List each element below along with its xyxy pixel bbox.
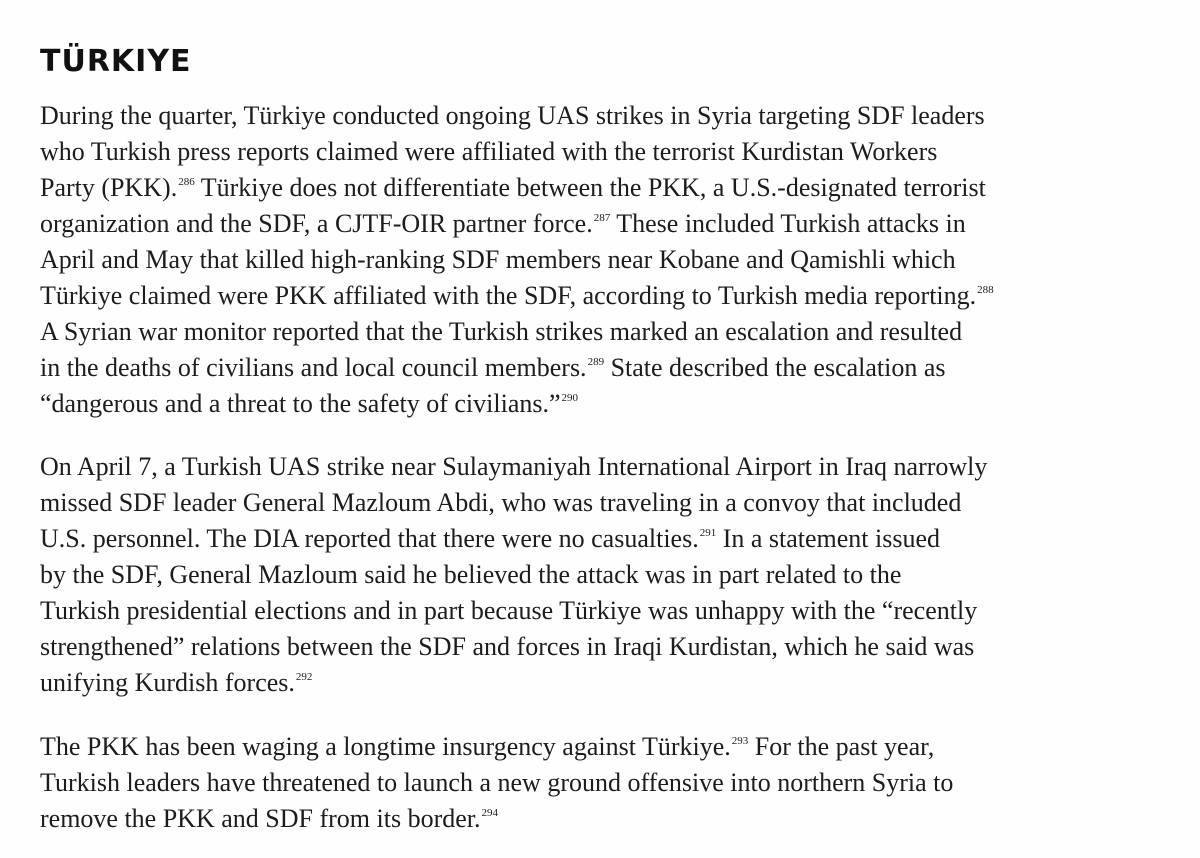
text-line bbox=[40, 350, 994, 386]
text-line bbox=[40, 801, 953, 837]
text-run: The PKK has been waging a longtime insurgency against Türkiye. bbox=[40, 732, 731, 761]
text-line bbox=[40, 665, 987, 701]
footnote-reference[interactable]: 292 bbox=[295, 671, 313, 683]
text-run: U.S. personnel. The DIA reported that there were no casualties. bbox=[40, 524, 699, 553]
text-run: by the SDF, General Mazloum said he believed the attack was in part related to the bbox=[40, 560, 902, 589]
text-line bbox=[40, 134, 994, 170]
text-run: On April 7, a Turkish UAS strike near Sulaymaniyah International Airport in Iraq narrowly bbox=[40, 452, 988, 481]
text-line bbox=[40, 485, 987, 521]
text-run: in the deaths of civilians and local council members. bbox=[40, 353, 587, 382]
text-run: remove the PKK and SDF from its border. bbox=[40, 804, 481, 833]
text-line bbox=[40, 593, 987, 629]
text-run: “dangerous and a threat to the safety of civilians.” bbox=[40, 389, 561, 418]
text-line bbox=[40, 729, 953, 765]
text-line bbox=[40, 557, 987, 593]
text-run: unifying Kurdish forces. bbox=[40, 668, 295, 697]
text-run: Party (PKK). bbox=[40, 173, 178, 202]
text-line bbox=[40, 765, 953, 801]
text-line bbox=[40, 314, 994, 350]
section-heading: TÜRKIYE bbox=[40, 44, 192, 79]
footnote-reference[interactable]: 294 bbox=[481, 807, 499, 819]
text-line bbox=[40, 170, 994, 206]
text-line bbox=[40, 206, 994, 242]
text-run: State described the escalation as bbox=[604, 353, 946, 382]
text-run: strengthened” relations between the SDF and forces in Iraqi Kurdistan, which he said was bbox=[40, 632, 975, 661]
footnote-reference[interactable]: 290 bbox=[561, 392, 579, 404]
footnote-reference[interactable]: 286 bbox=[178, 176, 195, 188]
footnote-reference[interactable]: 293 bbox=[731, 735, 749, 747]
paragraph-2 bbox=[40, 449, 987, 701]
text-run: Türkiye claimed were PKK affiliated with the SDF, according to Turkish media reporting. bbox=[40, 281, 977, 310]
paragraph-3 bbox=[40, 729, 953, 837]
text-line bbox=[40, 386, 994, 422]
text-run: Turkish presidential elections and in part because Türkiye was unhappy with the “recently bbox=[40, 596, 978, 625]
footnote-reference[interactable]: 291 bbox=[699, 527, 717, 539]
text-run: For the past year, bbox=[748, 732, 935, 761]
text-line bbox=[40, 98, 994, 134]
text-run: organization and the SDF, a CJTF-OIR partner force. bbox=[40, 209, 593, 238]
text-run: missed SDF leader General Mazloum Abdi, who was traveling in a convoy that included bbox=[40, 488, 962, 517]
footnote-reference[interactable]: 288 bbox=[977, 284, 994, 296]
text-line bbox=[40, 449, 987, 485]
text-line bbox=[40, 521, 987, 557]
footnote-reference[interactable]: 287 bbox=[593, 212, 611, 224]
text-run: April and May that killed high-ranking SDF members near Kobane and Qamishli which bbox=[40, 245, 956, 274]
text-run: who Turkish press reports claimed were affiliated with the terrorist Kurdistan Workers bbox=[40, 137, 938, 166]
text-run: Turkish leaders have threatened to launch a new ground offensive into northern Syria to bbox=[40, 768, 954, 797]
text-line bbox=[40, 278, 994, 314]
text-run: Türkiye does not differentiate between the PKK, a U.S.-designated terrorist bbox=[194, 173, 986, 202]
footnote-reference[interactable]: 289 bbox=[587, 356, 605, 368]
text-run: A Syrian war monitor reported that the Turkish strikes marked an escalation and resulted bbox=[40, 317, 963, 346]
text-run: During the quarter, Türkiye conducted ongoing UAS strikes in Syria targeting SDF leaders bbox=[40, 101, 985, 130]
text-line bbox=[40, 242, 994, 278]
text-run: These included Turkish attacks in bbox=[610, 209, 966, 238]
text-run: In a statement issued bbox=[716, 524, 941, 553]
paragraph-1 bbox=[40, 98, 994, 422]
text-line bbox=[40, 629, 987, 665]
